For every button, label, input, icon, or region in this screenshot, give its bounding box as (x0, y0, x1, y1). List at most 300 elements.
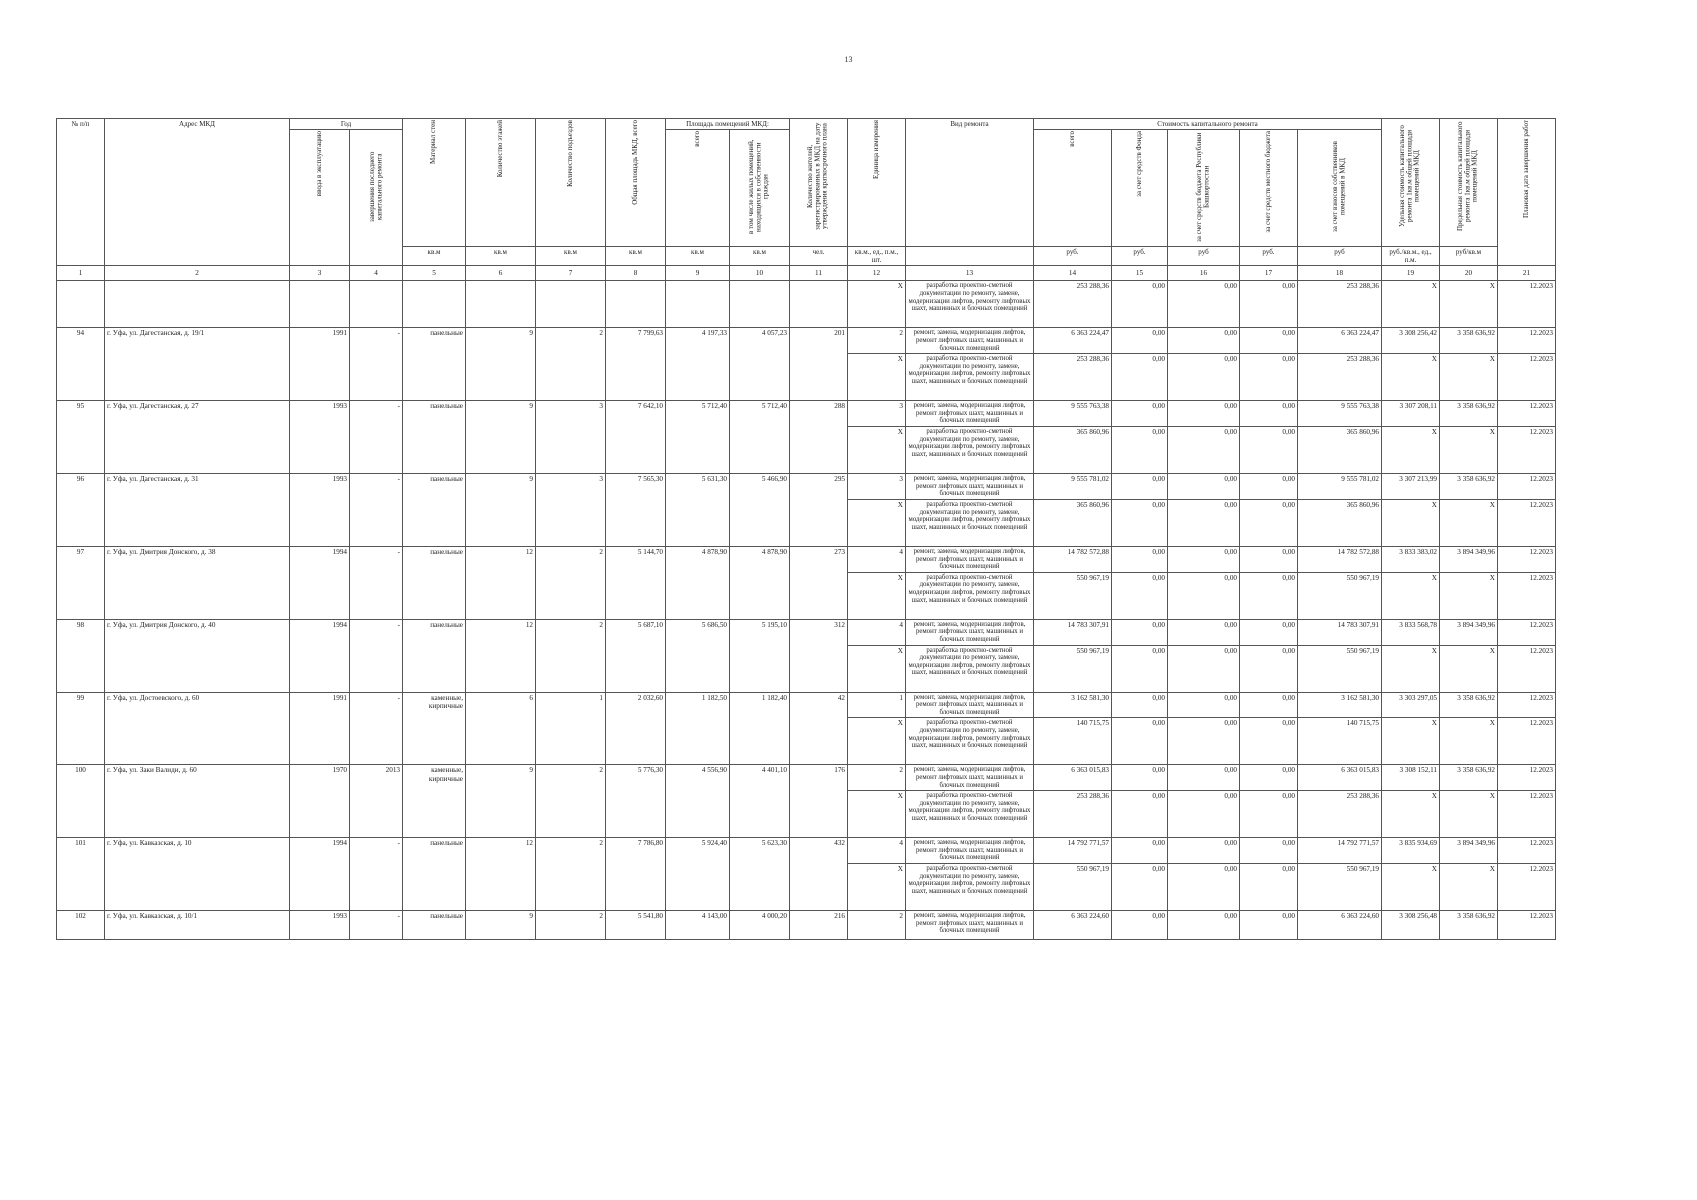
column-number: 21 (1498, 266, 1556, 281)
work-type-cell: разработка проектно-сметной документации по ремонту, замене, модернизации лифтов, ремонту лифтовых шахт, машинных и блочных помещений (906, 354, 1034, 401)
table-row (57, 281, 1556, 328)
column-number: 6 (466, 266, 536, 281)
table-header (57, 119, 1556, 281)
cell: 0,00 (1112, 838, 1168, 864)
cell: 0,00 (1168, 692, 1240, 718)
cell: 0,00 (1168, 619, 1240, 645)
cell: 3 833 568,78 (1382, 619, 1440, 645)
cell: 3 358 636,92 (1440, 401, 1498, 427)
cell: 12.2023 (1498, 718, 1556, 765)
cell: 5 623,30 (730, 838, 790, 911)
cell: 312 (790, 619, 848, 692)
cell: 0,00 (1112, 328, 1168, 354)
column-number: 13 (906, 266, 1034, 281)
cell: 1994 (290, 838, 350, 911)
table-row (57, 692, 1556, 718)
cell: - (350, 911, 403, 940)
col-total-area: Общая площадь МКД, всего (606, 119, 666, 247)
cell: 3 894 349,96 (1440, 546, 1498, 572)
cell: 0,00 (1240, 911, 1298, 940)
address-cell: г. Уфа, ул. Дмитрия Донского, д. 38 (105, 546, 290, 619)
table-row (57, 401, 1556, 427)
cell: 550 967,19 (1034, 572, 1112, 619)
cell: 5 541,80 (606, 911, 666, 940)
cell: X (1440, 572, 1498, 619)
cell: 3 303 297,05 (1382, 692, 1440, 718)
cell: 12.2023 (1498, 838, 1556, 864)
cell: 365 860,96 (1034, 427, 1112, 474)
unit-label: кв.м., ед., п.м., шт. (848, 247, 906, 266)
cell: - (350, 619, 403, 692)
capital-repair-table (56, 118, 1556, 940)
cell: панельные (403, 401, 466, 474)
cell: 0,00 (1112, 546, 1168, 572)
column-number: 4 (350, 266, 403, 281)
cell: X (848, 864, 906, 911)
cell: 0,00 (1240, 354, 1298, 401)
cell: 12.2023 (1498, 911, 1556, 940)
cell: 0,00 (1240, 401, 1298, 427)
col-residents: Количество жителей, зарегистрированных в МКД на дату утверждения краткосрочного плана (790, 119, 848, 247)
cell: 0,00 (1240, 838, 1298, 864)
cell: 6 363 015,83 (1034, 765, 1112, 791)
cell: 1991 (290, 692, 350, 765)
row-number: 96 (57, 474, 105, 547)
address-cell: г. Уфа, ул. Заки Валиди, д. 60 (105, 765, 290, 838)
cell: X (1440, 427, 1498, 474)
cell: X (1382, 718, 1440, 765)
table-row (57, 546, 1556, 572)
address-cell: г. Уфа, ул. Достоевского, д. 60 (105, 692, 290, 765)
work-type-cell: ремонт, замена, модернизация лифтов, ремонт лифтовых шахт, машинных и блочных помещений (906, 692, 1034, 718)
cell: - (350, 838, 403, 911)
column-number: 12 (848, 266, 906, 281)
cell: 14 782 572,88 (1298, 546, 1382, 572)
cell: 4 878,90 (730, 546, 790, 619)
unit-label: руб. (1034, 247, 1112, 266)
cell: 12.2023 (1498, 546, 1556, 572)
cell: 0,00 (1240, 645, 1298, 692)
cell: X (848, 645, 906, 692)
cell: 3 358 636,92 (1440, 765, 1498, 791)
cell: 5 776,30 (606, 765, 666, 838)
cell: 12.2023 (1498, 328, 1556, 354)
cell: 365 860,96 (1034, 499, 1112, 546)
unit-label: кв.м (666, 247, 730, 266)
cell: 0,00 (1112, 692, 1168, 718)
cell: разработка проектно-сметной документации по ремонту, замене, модернизации лифтов, ремонту лифтовых шахт, машинных и блочных помещений (906, 281, 1034, 328)
column-number: 11 (790, 266, 848, 281)
table-row (57, 765, 1556, 791)
column-number: 18 (1298, 266, 1382, 281)
cell: 3 (536, 474, 606, 547)
cell: X (1440, 281, 1498, 328)
cell: 0,00 (1240, 499, 1298, 546)
work-type-cell: ремонт, замена, модернизация лифтов, ремонт лифтовых шахт, машинных и блочных помещений (906, 546, 1034, 572)
cell: 12.2023 (1498, 401, 1556, 427)
cell: 0,00 (1240, 718, 1298, 765)
table-row (57, 911, 1556, 940)
cell: панельные (403, 328, 466, 401)
cell: 0,00 (1112, 572, 1168, 619)
cell: 0,00 (1168, 645, 1240, 692)
cell: 0,00 (1240, 864, 1298, 911)
cell: 3 835 934,69 (1382, 838, 1440, 864)
cell: 2 (536, 911, 606, 940)
cell: 9 (466, 911, 536, 940)
table-row (57, 328, 1556, 354)
cell: 4 (848, 546, 906, 572)
unit-label: кв.м (466, 247, 536, 266)
cell: 5 686,50 (666, 619, 730, 692)
cell: 9 (466, 401, 536, 474)
cell: 0,00 (1168, 718, 1240, 765)
col-work-type: Вид ремонта (906, 119, 1034, 247)
col-deadline: Плановая дата завершения работ (1498, 119, 1556, 266)
cell: 4 556,90 (666, 765, 730, 838)
cell: X (1440, 645, 1498, 692)
column-number: 3 (290, 266, 350, 281)
cell: 14 783 307,91 (1298, 619, 1382, 645)
cell: X (1382, 499, 1440, 546)
col-material: Материал стен (403, 119, 466, 247)
row-number: 99 (57, 692, 105, 765)
cell: 9 (466, 328, 536, 401)
cell: 4 000,20 (730, 911, 790, 940)
column-number: 20 (1440, 266, 1498, 281)
cell: 3 894 349,96 (1440, 838, 1498, 864)
address-cell: г. Уфа, ул. Кавказская, д. 10 (105, 838, 290, 911)
page-number: 13 (844, 55, 853, 64)
column-number: 14 (1034, 266, 1112, 281)
cell: 3 833 383,02 (1382, 546, 1440, 572)
cell: 0,00 (1240, 791, 1298, 838)
cell: 9 (466, 474, 536, 547)
cell: 0,00 (1240, 328, 1298, 354)
cell: 0,00 (1168, 354, 1240, 401)
cell: X (1440, 499, 1498, 546)
unit-label: руб. (1112, 247, 1168, 266)
cell: 7 786,80 (606, 838, 666, 911)
cell: 1 (536, 692, 606, 765)
cell: 0,00 (1168, 765, 1240, 791)
work-type-cell: разработка проектно-сметной документации по ремонту, замене, модернизации лифтов, ремонту лифтовых шахт, машинных и блочных помещений (906, 427, 1034, 474)
col-max-cost: Предельная стоимость капитального ремонта 1кв.м общей площади помещений МКД (1440, 119, 1498, 247)
cell: 4 (848, 838, 906, 864)
work-type-cell: разработка проектно-сметной документации по ремонту, замене, модернизации лифтов, ремонту лифтовых шахт, машинных и блочных помещений (906, 572, 1034, 619)
row-number: 102 (57, 911, 105, 940)
cell: 2 (536, 619, 606, 692)
cell: 14 792 771,57 (1034, 838, 1112, 864)
col-owners: за счет взносов собственников помещений в МКД (1298, 130, 1382, 247)
work-type-cell: ремонт, замена, модернизация лифтов, ремонт лифтовых шахт, машинных и блочных помещений (906, 838, 1034, 864)
cell: 176 (790, 765, 848, 838)
cell: 0,00 (1112, 619, 1168, 645)
cell: 12 (466, 838, 536, 911)
work-type-cell: разработка проектно-сметной документации по ремонту, замене, модернизации лифтов, ремонту лифтовых шахт, машинных и блочных помещений (906, 718, 1034, 765)
column-number: 7 (536, 266, 606, 281)
cell: 5 712,40 (666, 401, 730, 474)
cell: 12.2023 (1498, 619, 1556, 645)
cell: 0,00 (1240, 765, 1298, 791)
cell: 6 363 015,83 (1298, 765, 1382, 791)
cell: 12.2023 (1498, 354, 1556, 401)
cell: панельные (403, 546, 466, 619)
table-row (57, 838, 1556, 864)
cell: панельные (403, 911, 466, 940)
cell: 550 967,19 (1298, 572, 1382, 619)
cell: X (848, 427, 906, 474)
cell: 2 (536, 838, 606, 911)
cell: 216 (790, 911, 848, 940)
column-number: 2 (105, 266, 290, 281)
cell: 253 288,36 (1034, 791, 1112, 838)
unit-label: кв.м (536, 247, 606, 266)
cell: 0,00 (1112, 864, 1168, 911)
address-cell: г. Уфа, ул. Дагестанская, д. 31 (105, 474, 290, 547)
row-number: 95 (57, 401, 105, 474)
unit-label: руб. (1240, 247, 1298, 266)
cell: 5 631,30 (666, 474, 730, 547)
cell: 365 860,96 (1298, 499, 1382, 546)
cell: 42 (790, 692, 848, 765)
table-row (57, 474, 1556, 500)
cell: 1993 (290, 911, 350, 940)
unit-label: кв.м (730, 247, 790, 266)
cell: 2 (536, 765, 606, 838)
cell: 0,00 (1112, 427, 1168, 474)
col-specific-cost: Удельная стоимость капитального ремонта 1кв.м общей площади помещений МКД (1382, 119, 1440, 247)
cell: 1 (848, 692, 906, 718)
cell: 2 (536, 546, 606, 619)
cell: 5 687,10 (606, 619, 666, 692)
cell: X (848, 281, 906, 328)
cell: - (350, 546, 403, 619)
cell: 3 162 581,30 (1298, 692, 1382, 718)
cell: 0,00 (1168, 474, 1240, 500)
cell: 4 401,10 (730, 765, 790, 838)
cell: 432 (790, 838, 848, 911)
col-entrances: Количество подъездов (536, 119, 606, 247)
cell: 0,00 (1240, 572, 1298, 619)
row-number: 100 (57, 765, 105, 838)
cell: 6 363 224,60 (1034, 911, 1112, 940)
cell: 7 642,10 (606, 401, 666, 474)
cell: 4 143,00 (666, 911, 730, 940)
column-number: 10 (730, 266, 790, 281)
cell: панельные (403, 838, 466, 911)
cell: X (848, 718, 906, 765)
cell: 0,00 (1240, 546, 1298, 572)
col-local-budget: за счет средств местного бюджета (1240, 130, 1298, 247)
address-cell: г. Уфа, ул. Дагестанская, д. 27 (105, 401, 290, 474)
cell: 2 (536, 328, 606, 401)
cell: 0,00 (1240, 474, 1298, 500)
work-type-cell: разработка проектно-сметной документации по ремонту, замене, модернизации лифтов, ремонту лифтовых шахт, машинных и блочных помещений (906, 791, 1034, 838)
cell: 0,00 (1112, 645, 1168, 692)
cell: 0,00 (1112, 911, 1168, 940)
col-year-last-repair: завершения последнего капитального ремонта (350, 130, 403, 266)
cell: 5 144,70 (606, 546, 666, 619)
col-no: № п/п (57, 119, 105, 266)
table-body (57, 281, 1556, 940)
cell: панельные (403, 474, 466, 547)
cell: 12.2023 (1498, 765, 1556, 791)
unit-label: руб (1298, 247, 1382, 266)
cell: X (1382, 427, 1440, 474)
cell: 14 792 771,57 (1298, 838, 1382, 864)
cell: X (1440, 354, 1498, 401)
cell: 3 358 636,92 (1440, 692, 1498, 718)
cell: каменные, кирпичные (403, 692, 466, 765)
column-number: 5 (403, 266, 466, 281)
cell: 9 555 781,02 (1298, 474, 1382, 500)
col-unit: Единица измерения (848, 119, 906, 247)
cell: 6 363 224,60 (1298, 911, 1382, 940)
cell: 3 162 581,30 (1034, 692, 1112, 718)
unit-label: руб/кв.м (1440, 247, 1498, 266)
cell: 1 182,40 (730, 692, 790, 765)
cell: 12.2023 (1498, 645, 1556, 692)
col-rep-budget: за счет средств бюджета Республики Башкортостан (1168, 130, 1240, 247)
cell: 365 860,96 (1298, 427, 1382, 474)
cell: 0,00 (1168, 572, 1240, 619)
col-fund: за счет средств Фонда (1112, 130, 1168, 247)
cell: 201 (790, 328, 848, 401)
cell: 12.2023 (1498, 499, 1556, 546)
cell: 4 878,90 (666, 546, 730, 619)
cell: 0,00 (1168, 427, 1240, 474)
work-type-cell: разработка проектно-сметной документации по ремонту, замене, модернизации лифтов, ремонту лифтовых шахт, машинных и блочных помещений (906, 645, 1034, 692)
cell: 3 358 636,92 (1440, 328, 1498, 354)
cell: 3 308 256,42 (1382, 328, 1440, 354)
cell: 253 288,36 (1298, 791, 1382, 838)
cell: 0,00 (1168, 911, 1240, 940)
cell: 0,00 (1168, 281, 1240, 328)
cell: 0,00 (1112, 499, 1168, 546)
cell: X (848, 354, 906, 401)
row-number: 94 (57, 328, 105, 401)
cell: 550 967,19 (1034, 645, 1112, 692)
row-number: 101 (57, 838, 105, 911)
cell: 0,00 (1112, 281, 1168, 328)
cell: 12.2023 (1498, 474, 1556, 500)
col-year-group: Год (290, 119, 403, 130)
cell: 6 363 224,47 (1298, 328, 1382, 354)
cell: 4 197,33 (666, 328, 730, 401)
cell: 14 782 572,88 (1034, 546, 1112, 572)
column-number: 19 (1382, 266, 1440, 281)
cell: 0,00 (1168, 499, 1240, 546)
cell: 1993 (290, 474, 350, 547)
col-premises-owned: в том числе жилых помещений, находящихся в собственности граждан (730, 130, 790, 247)
cell: 0,00 (1168, 401, 1240, 427)
cell: 3 358 636,92 (1440, 911, 1498, 940)
cell: 6 (466, 692, 536, 765)
unit-label: кв.м (403, 247, 466, 266)
cell: 1970 (290, 765, 350, 838)
cell: 6 363 224,47 (1034, 328, 1112, 354)
cell: 1 182,50 (666, 692, 730, 765)
work-type-cell: ремонт, замена, модернизация лифтов, ремонт лифтовых шахт, машинных и блочных помещений (906, 765, 1034, 791)
cell: X (1440, 718, 1498, 765)
cell: 140 715,75 (1034, 718, 1112, 765)
cell: 550 967,19 (1298, 645, 1382, 692)
cell: 253 288,36 (1034, 354, 1112, 401)
cell: 0,00 (1168, 328, 1240, 354)
cell: 12.2023 (1498, 692, 1556, 718)
cell: 3 307 208,11 (1382, 401, 1440, 427)
cell: 2 (848, 765, 906, 791)
col-premises-total: всего (666, 130, 730, 247)
col-cost-total: всего (1034, 130, 1112, 247)
work-type-cell: разработка проектно-сметной документации по ремонту, замене, модернизации лифтов, ремонту лифтовых шахт, машинных и блочных помещений (906, 499, 1034, 546)
column-number: 15 (1112, 266, 1168, 281)
work-type-cell: ремонт, замена, модернизация лифтов, ремонт лифтовых шахт, машинных и блочных помещений (906, 401, 1034, 427)
cell: 5 466,90 (730, 474, 790, 547)
cell: 12 (466, 546, 536, 619)
cell: - (350, 401, 403, 474)
column-number: 1 (57, 266, 105, 281)
cell: 4 057,23 (730, 328, 790, 401)
cell: 295 (790, 474, 848, 547)
cell: 3 307 213,99 (1382, 474, 1440, 500)
cell: 3 308 256,48 (1382, 911, 1440, 940)
cell: X (1440, 864, 1498, 911)
cell: 1993 (290, 401, 350, 474)
column-numbers-row (57, 266, 1556, 281)
cell: 4 (848, 619, 906, 645)
cell: X (848, 791, 906, 838)
cell: 0,00 (1168, 838, 1240, 864)
cell: 9 (466, 765, 536, 838)
row-number: 97 (57, 546, 105, 619)
cell: X (1440, 791, 1498, 838)
cell: - (350, 692, 403, 765)
cell: 2013 (350, 765, 403, 838)
cell: 0,00 (1168, 791, 1240, 838)
cell: 288 (790, 401, 848, 474)
cell: 0,00 (1240, 619, 1298, 645)
cell: 12 (466, 619, 536, 692)
cell: 2 (848, 328, 906, 354)
column-number: 16 (1168, 266, 1240, 281)
cell: X (1382, 791, 1440, 838)
cell: 0,00 (1112, 791, 1168, 838)
cell: 0,00 (1112, 401, 1168, 427)
unit-label (906, 247, 1034, 266)
cell: 5 195,10 (730, 619, 790, 692)
cell: панельные (403, 619, 466, 692)
col-premises-group: Площадь помещений МКД: (666, 119, 790, 130)
cell: 2 (848, 911, 906, 940)
cell: 140 715,75 (1298, 718, 1382, 765)
row-number: 98 (57, 619, 105, 692)
cell: 550 967,19 (1034, 864, 1112, 911)
cell: 14 783 307,91 (1034, 619, 1112, 645)
address-cell: г. Уфа, ул. Дагестанская, д. 19/1 (105, 328, 290, 401)
cell: 1994 (290, 619, 350, 692)
cell: 3 (536, 401, 606, 474)
cell: X (1382, 281, 1440, 328)
cell: 12.2023 (1498, 864, 1556, 911)
cell: 0,00 (1112, 474, 1168, 500)
col-year-commission: ввода в эксплуатацию (290, 130, 350, 266)
cell: 253 288,36 (1298, 281, 1382, 328)
cell: 7 565,30 (606, 474, 666, 547)
cell: 0,00 (1112, 718, 1168, 765)
cell: 9 555 763,38 (1034, 401, 1112, 427)
